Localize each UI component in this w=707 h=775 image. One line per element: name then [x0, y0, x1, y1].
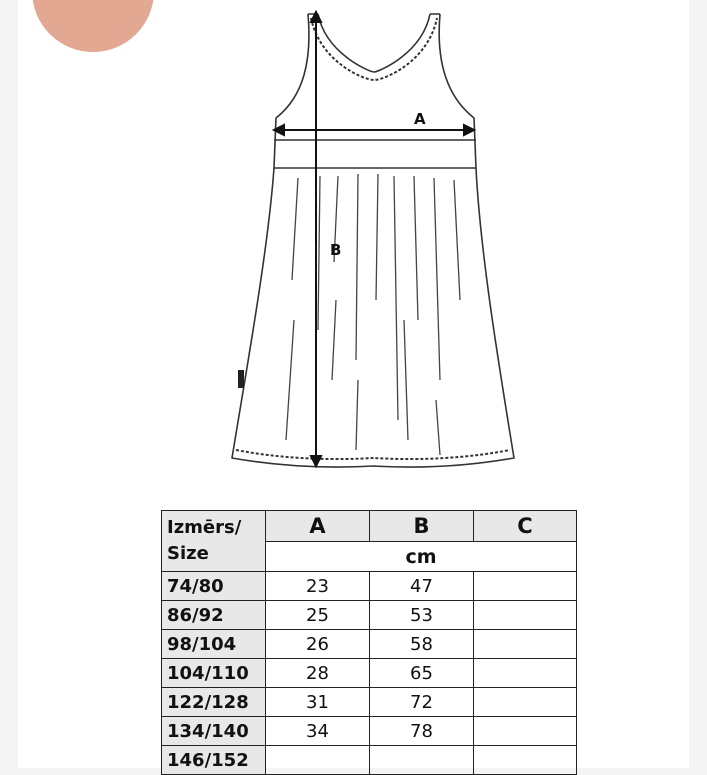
value-a-cell: 28	[266, 659, 370, 688]
skirt-gathers	[286, 174, 460, 455]
value-c-cell	[474, 572, 577, 601]
size-cell: 104/110	[162, 659, 266, 688]
value-c-cell	[474, 688, 577, 717]
side-label-tag	[238, 370, 244, 388]
value-b-cell: 47	[370, 572, 474, 601]
hem-stitching	[236, 450, 510, 459]
measure-a-arrow	[274, 125, 474, 135]
size-header-line1: Izmērs/	[167, 517, 242, 538]
page	[18, 0, 689, 771]
value-b-cell: 65	[370, 659, 474, 688]
value-a-cell: 23	[266, 572, 370, 601]
table-row	[162, 717, 577, 746]
value-c-cell	[474, 630, 577, 659]
column-b-header: B	[370, 511, 474, 542]
column-c-header: C	[474, 511, 577, 542]
value-a-cell: 31	[266, 688, 370, 717]
table-row	[162, 630, 577, 659]
value-b-cell: 78	[370, 717, 474, 746]
table-header-row	[162, 511, 577, 542]
skirt-outline	[232, 168, 514, 467]
measure-b-label: B	[330, 241, 342, 259]
column-a-header: A	[266, 511, 370, 542]
brand-badge	[32, 0, 154, 52]
value-c-cell	[474, 717, 577, 746]
value-b-cell: 72	[370, 688, 474, 717]
size-header-cell	[162, 511, 266, 572]
value-c-cell	[474, 746, 577, 775]
dress-illustration	[208, 0, 538, 480]
size-cell: 122/128	[162, 688, 266, 717]
size-cell: 86/92	[162, 601, 266, 630]
size-cell: 146/152	[162, 746, 266, 775]
size-cell: 98/104	[162, 630, 266, 659]
value-a-cell: 26	[266, 630, 370, 659]
value-a-cell: 34	[266, 717, 370, 746]
value-c-cell	[474, 601, 577, 630]
value-a-cell	[266, 746, 370, 775]
table-row	[162, 572, 577, 601]
table-row	[162, 746, 577, 775]
size-cell: 74/80	[162, 572, 266, 601]
table-row	[162, 601, 577, 630]
table-row	[162, 659, 577, 688]
value-a-cell: 25	[266, 601, 370, 630]
value-c-cell	[474, 659, 577, 688]
dress-bodice-outline	[274, 14, 476, 168]
measure-a-label: A	[414, 110, 426, 128]
size-chart-table	[161, 510, 577, 775]
value-b-cell: 53	[370, 601, 474, 630]
size-header-line2: Size	[167, 543, 209, 564]
value-b-cell: 58	[370, 630, 474, 659]
size-cell: 134/140	[162, 717, 266, 746]
neck-stitching	[311, 18, 437, 80]
unit-cell: cm	[266, 542, 577, 572]
table-row	[162, 688, 577, 717]
value-b-cell	[370, 746, 474, 775]
